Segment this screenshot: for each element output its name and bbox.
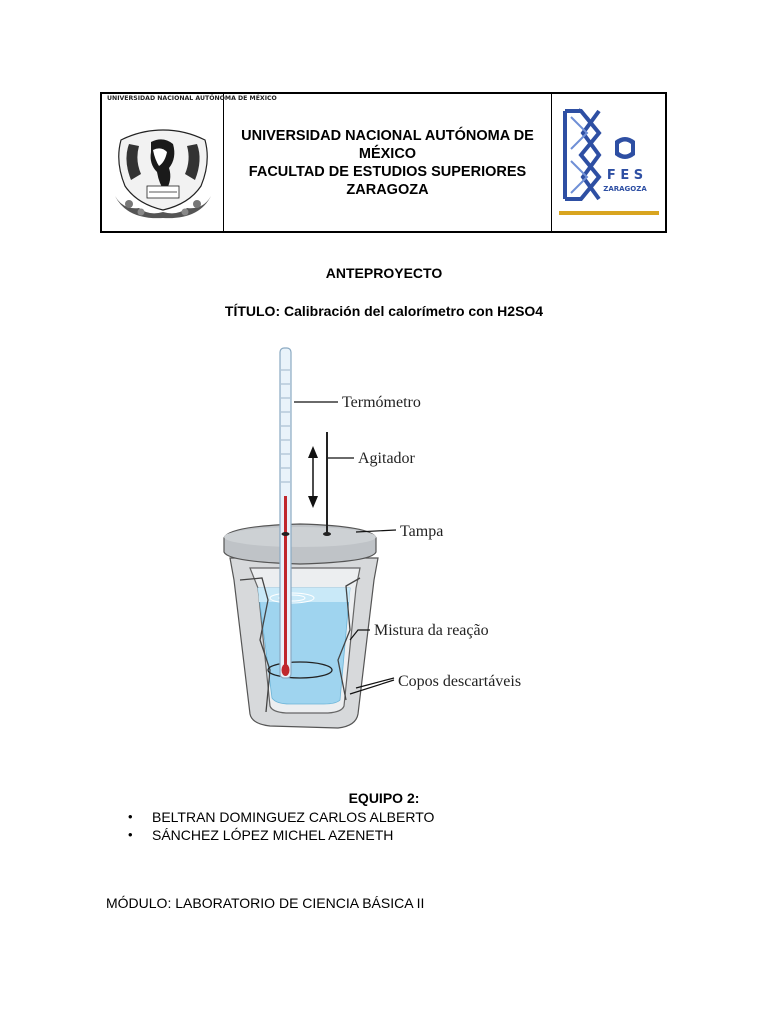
label-lid: Tampa	[400, 523, 444, 540]
fes-logo-gold-bar	[559, 211, 659, 215]
unam-seal-cell	[102, 94, 277, 231]
team-member: • BELTRAN DOMINGUEZ CARLOS ALBERTO	[120, 808, 434, 826]
module-line: MÓDULO: LABORATORIO DE CIENCIA BÁSICA II	[106, 895, 425, 911]
team-member-list	[120, 808, 434, 844]
team-title: EQUIPO 2:	[348, 790, 420, 806]
faculty-name-line1: FACULTAD DE ESTUDIOS SUPERIORES	[248, 163, 527, 180]
document-type: ANTEPROYECTO	[325, 265, 443, 281]
faculty-name-line2: ZARAGOZA	[346, 181, 429, 198]
document-title: TÍTULO: Calibración del calorímetro con H2SO4	[224, 303, 544, 319]
fes-zaragoza-logo	[555, 103, 663, 223]
label-cups: Copos descartáveis	[398, 673, 522, 690]
label-mixture: Mistura da reação	[374, 622, 489, 639]
label-stirrer: Agitador	[358, 450, 415, 467]
fes-logo-text: F E S	[606, 167, 643, 183]
unam-seal-text: UNIVERSIDAD NACIONAL AUTÓNOMA DE MÉXICO	[106, 94, 277, 102]
header-title-block	[224, 94, 551, 231]
label-thermometer: Termómetro	[342, 394, 421, 411]
header-table	[100, 92, 667, 233]
calorimeter-diagram	[210, 340, 570, 735]
unam-seal-logo	[106, 94, 277, 226]
university-name-line2: MÉXICO	[358, 145, 417, 162]
reaction-mixture	[258, 588, 350, 704]
fes-logo-cell	[551, 94, 665, 231]
fes-logo-zaragoza-text: ZARAGOZA	[602, 184, 647, 193]
team-member: • SÁNCHEZ LÓPEZ MICHEL AZENETH	[120, 826, 434, 844]
university-name-line1: UNIVERSIDAD NACIONAL AUTÓNOMA DE	[241, 127, 534, 144]
